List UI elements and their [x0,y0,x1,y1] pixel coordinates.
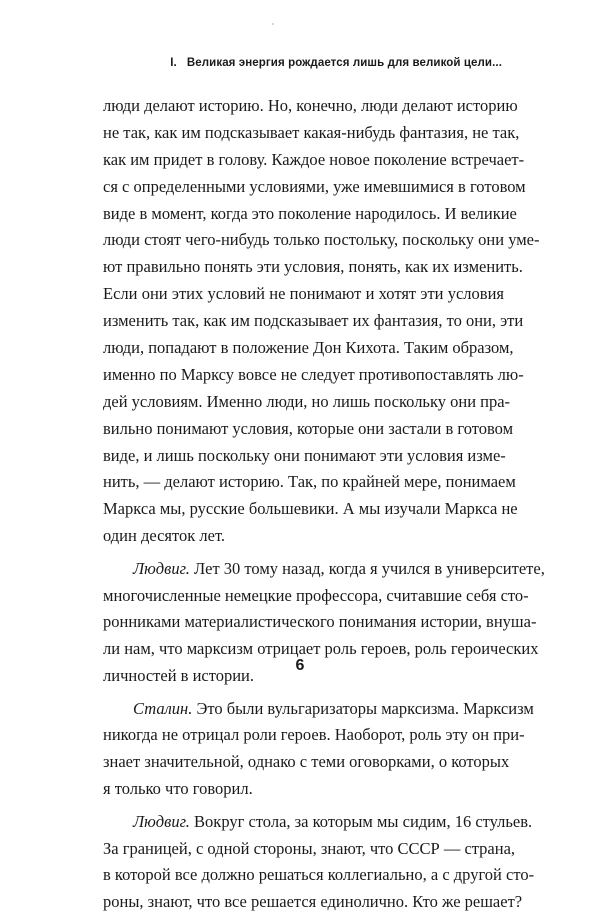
text-line: изменить так, как им подсказывает их фантазия, то они, эти [103,311,524,331]
text-line: Маркса мы, русские большевики. А мы изучали Маркса не [103,499,518,519]
paragraph [103,809,535,916]
chapter-title: Великая энергия рождается лишь для великой цели... [186,57,502,69]
text-line: в которой все должно решаться коллегиально, а с другой сто- [103,865,535,885]
text-line [103,696,534,723]
page-number: 6 [295,657,305,674]
chapter-number: I. [170,57,177,69]
text-line: виде в момент, когда это поколение народилось. И великие [103,203,517,223]
text-line [103,809,533,836]
text-line: люди стоят чего-нибудь только постольку, поскольку они уме- [103,230,540,250]
text-line: вильно понимают условия, которые они застали в готовом [103,418,514,438]
text-line: ют правильно понять эти условия, понять, как их изменить. [103,257,523,277]
text-line: ся с определенными условиями, уже имевшимися в готовом [103,176,526,196]
text-line: За границей, с одной стороны, знают, что СССР — страна, [103,838,516,858]
line-text: Вокруг стола, за которым мы сидим, 16 стульев. [189,811,533,831]
text-line: ронниками материалистического понимания истории, внуша- [103,612,537,632]
text-line: знает значительной, однако с теми оговорками, о которых [103,752,510,772]
paragraph [103,696,534,804]
text-line: Если они этих условий не понимают и хотят эти условия [103,284,504,304]
text-line: роны, знают, что все решается единолично. Кто же решает? [103,892,523,912]
line-text: Это были вульгаризаторы марксизма. Марксизм [192,698,534,718]
speaker-name: Сталин. [133,698,193,718]
text-line: нить, — делают историю. Так, по крайней мере, понимаем [103,472,516,492]
text-line: я только что говорил. [103,779,253,799]
print-speck [272,23,274,25]
paragraph [103,93,540,550]
text-line: многочисленные немецкие профессора, считавшие себя сто- [103,585,529,605]
text-line: дей условиям. Именно люди, но лишь поскольку они пра- [103,391,511,411]
text-line: никогда не отрицал роли героев. Наоборот, роль эту он при- [103,725,525,745]
text-line: именно по Марксу вовсе не следует противопоставлять лю- [103,364,524,384]
text-line: люди, попадают в положение Дон Кихота. Таким образом, [103,338,514,358]
text-line: личностей в истории. [103,666,255,686]
text-line: люди делают историю. Но, конечно, люди делают историю [103,96,518,115]
running-header [170,57,502,69]
body-text [103,93,545,916]
text-line: как им придет в голову. Каждое новое поколение встречает- [103,149,525,169]
line-text: Лет 30 тому назад, когда я учился в университете, [189,558,545,578]
text-line: один десяток лет. [103,526,226,546]
text-line: ли нам, что марксизм отрицает роль героев, роль героических [103,639,539,659]
text-line [103,556,545,583]
speaker-name: Людвиг. [133,558,190,578]
text-line: виде, и лишь поскольку они понимают эти условия изме- [103,445,506,465]
speaker-name: Людвиг. [133,811,190,831]
text-line: не так, как им подсказывает какая-нибудь фантазия, не так, [103,122,520,142]
